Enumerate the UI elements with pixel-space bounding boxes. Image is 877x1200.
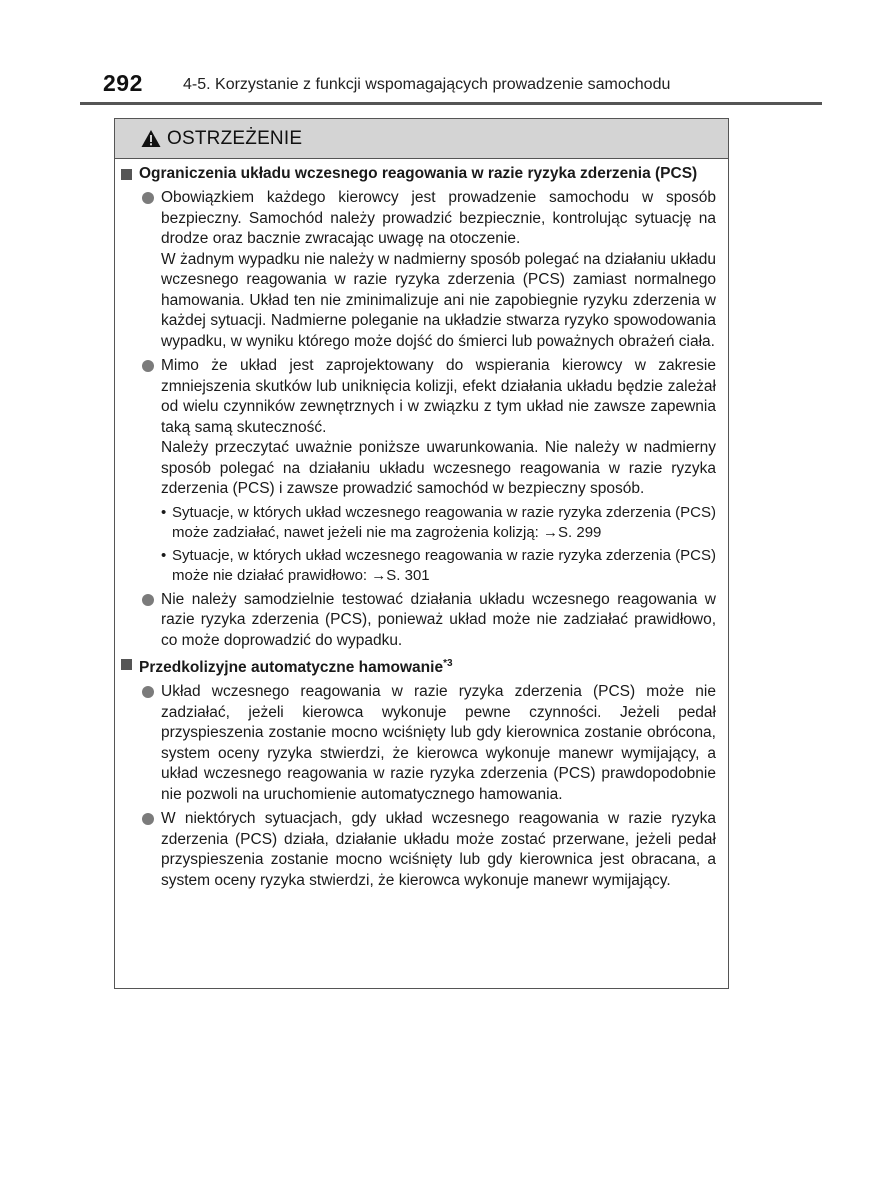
list-item xyxy=(121,188,716,352)
page-number: 292 xyxy=(103,70,143,96)
dot-bullet-icon: • xyxy=(161,503,167,521)
list-item xyxy=(121,682,716,805)
warning-header xyxy=(115,119,728,159)
section-heading-text: Ograniczenia układu wczesnego reagowania w razie ryzyka zderzenia (PCS) xyxy=(139,165,698,182)
square-bullet-icon xyxy=(121,169,132,180)
sub-list-item xyxy=(161,546,716,586)
circle-bullet-icon xyxy=(142,686,154,698)
warning-box xyxy=(114,118,729,989)
paragraph: Obowiązkiem każdego kierowcy jest prowadzenie samochodu w sposób bezpieczny. Samochód należy prowadzić bezpiecznie, kontrolując sytuację na drodze oraz bacznie zwracając uwagę na otoczenie. xyxy=(161,189,716,247)
circle-bullet-icon xyxy=(142,192,154,204)
section-title: 4-5. Korzystanie z funkcji wspomagających prowadzenie samochodu xyxy=(183,76,671,93)
paragraph: W żadnym wypadku nie należy w nadmierny sposób polegać na działaniu układu wczesnego reagowania w razie ryzyka zderzenia (PCS) zamiast normalnego hamowania. Układ ten nie zminimalizuje ani nie zapobiegnie ryzyku zderzenia w każdej sytuacji. Nadmierne poleganie na układzie stwarza ryzyko spowodowania wypadku, w wyniku którego może dojść do śmierci lub poważnych obrażeń ciała. xyxy=(161,250,716,350)
paragraph: Mimo że układ jest zaprojektowany do wspierania kierowcy w zakresie zmniejszenia skutków lub uniknięcia kolizji, efekt działania układu będzie zależał od wielu czynników zewnętrznych i w związku z tym układ nie zawsze zapewnia taką samą skuteczność. xyxy=(161,357,716,436)
paragraph: Należy przeczytać uważnie poniższe uwarunkowania. Nie należy w nadmierny sposób polegać na działaniu układu wczesnego reagowania w razie ryzyka zderzenia (PCS) i zawsze prowadzić samochód w bezpieczny sposób. xyxy=(161,439,716,497)
footnote-marker: *3 xyxy=(443,658,453,669)
list-item xyxy=(121,809,716,891)
cross-reference-text: Sytuacje, w których układ wczesnego reagowania w razie ryzyka zderzenia (PCS) może nie działać prawidłowo: →S. 301 xyxy=(172,546,716,584)
section-heading-text: Przedkolizyjne automatyczne hamowanie xyxy=(139,659,444,677)
list-item xyxy=(121,590,716,652)
paragraph: Nie należy samodzielnie testować działania układu wczesnego reagowania w razie ryzyka zderzenia (PCS), ponieważ układ może nie zadziałać prawidłowo, co może doprowadzić do wypadku. xyxy=(161,590,716,649)
section-heading xyxy=(121,654,716,678)
circle-bullet-icon xyxy=(142,813,154,825)
cross-reference-text: Sytuacje, w których układ wczesnego reagowania w razie ryzyka zderzenia (PCS) może zadziałać, nawet jeżeli nie ma zagrożenia kolizją: →S. 299 xyxy=(172,503,716,541)
paragraph: Układ wczesnego reagowania w razie ryzyka zderzenia (PCS) może nie zadziałać, jeżeli kierowca wykonuje pewne czynności. Jeżeli pedał przyspieszenia zostanie mocno wciśnięty lub gdy kierownica zostanie obrócona, system oceny ryzyka stwierdzi, że kierowca wykonuje manewr wymijający, a układ wczesnego reagowania w razie ryzyka zderzenia (PCS) prawdopodobnie nie pozwoli na uruchomienie automatycznego hamowania. xyxy=(161,683,716,803)
warning-triangle-icon xyxy=(141,129,161,148)
header-divider xyxy=(80,102,822,105)
circle-bullet-icon xyxy=(142,360,154,372)
sub-list-item xyxy=(161,503,716,543)
paragraph: W niektórych sytuacjach, gdy układ wczesnego reagowania w razie ryzyka zderzenia (PCS) działa, działanie układu może zostać przerwane, jeżeli pedał przyspieszenia zostanie mocno wciśnięty lub gdy kierownica jest obracana, a system oceny ryzyka stwierdzi, że kierowca wykonuje manewr wymijający. xyxy=(161,810,716,889)
warning-content xyxy=(115,159,728,891)
section-heading xyxy=(121,164,716,184)
square-bullet-icon xyxy=(121,659,132,670)
circle-bullet-icon xyxy=(142,594,154,606)
dot-bullet-icon: • xyxy=(161,546,167,564)
list-item xyxy=(121,356,716,586)
warning-title: OSTRZEŻENIE xyxy=(167,127,303,149)
page-header xyxy=(0,0,877,105)
